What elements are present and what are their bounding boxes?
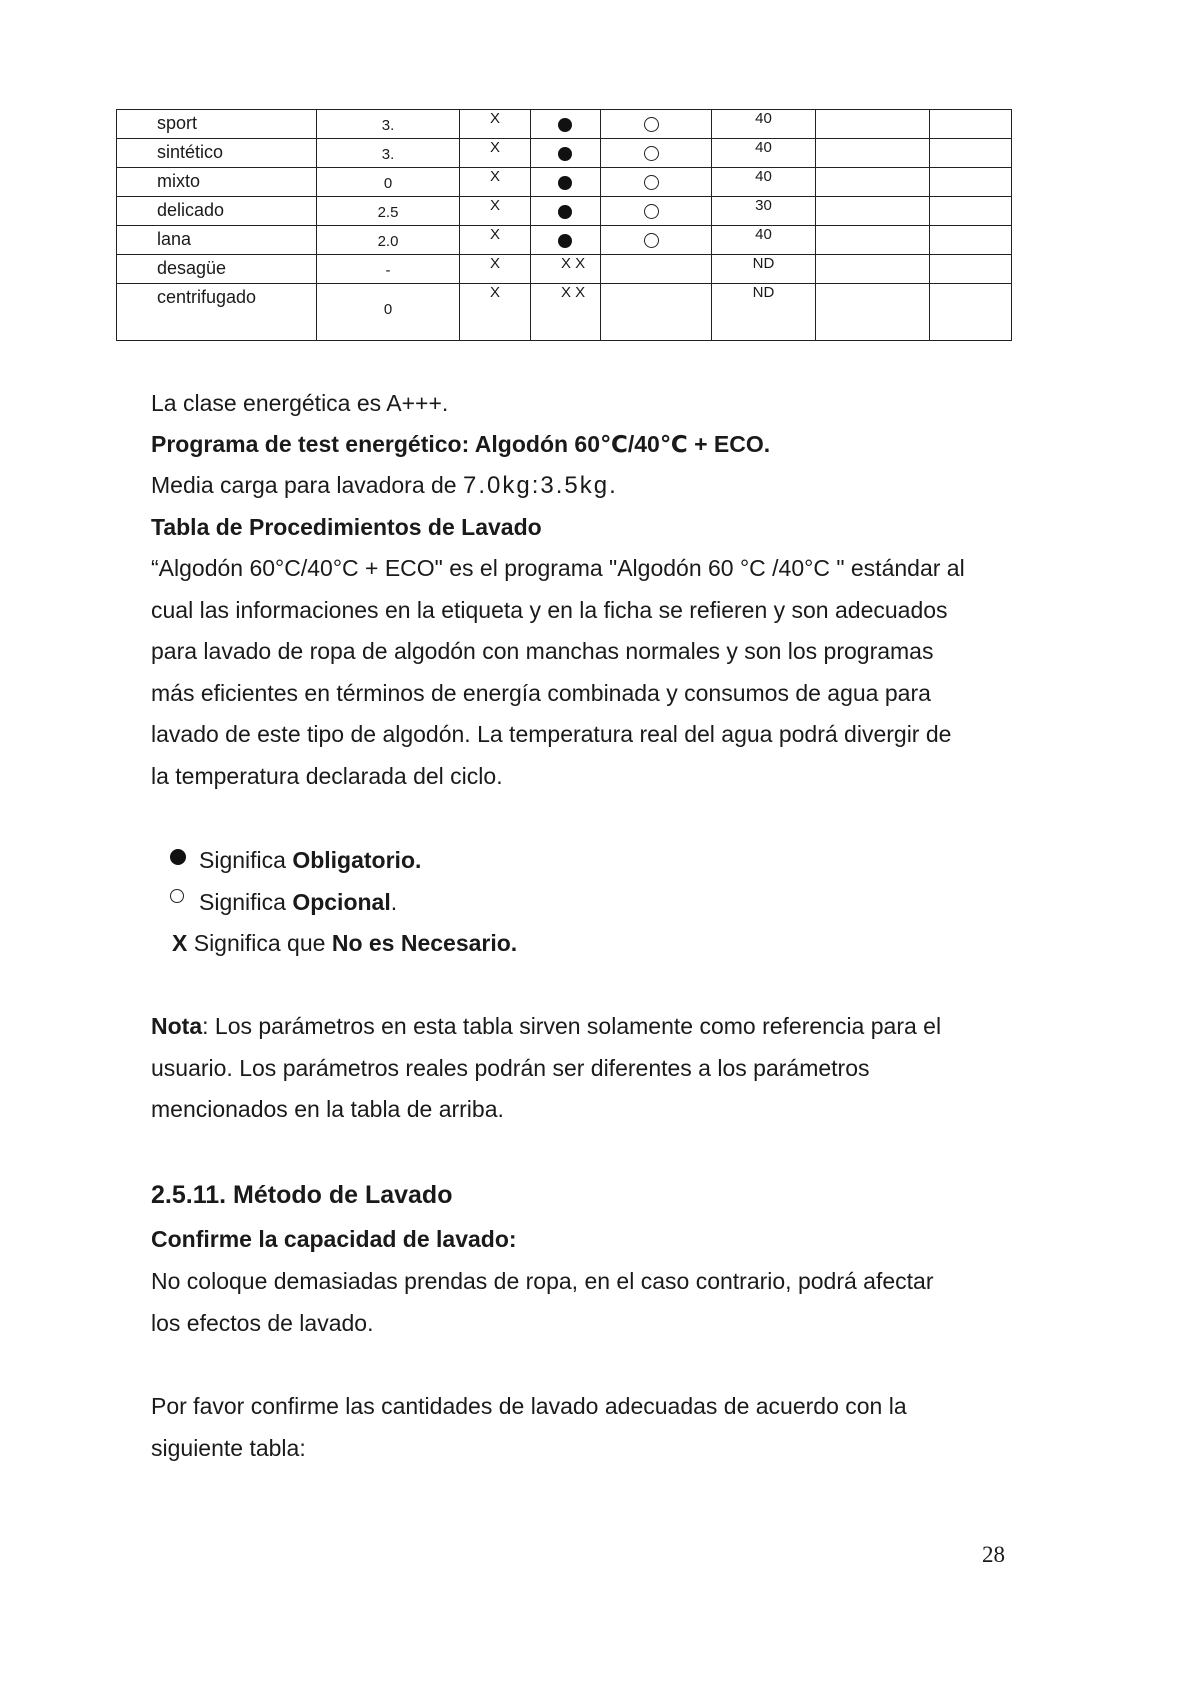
empty-circle-icon — [644, 117, 659, 132]
program-option-cell — [601, 255, 712, 284]
program-value-cell: 0 — [317, 284, 460, 341]
empty-circle-icon — [644, 233, 659, 248]
program-mark-cell — [531, 110, 601, 139]
filled-dot-icon — [558, 176, 572, 190]
empty-cell — [816, 255, 930, 284]
paragraph-line: cual las informaciones en la etiqueta y en la ficha se refieren y son adecuados — [151, 596, 948, 623]
program-name-cell: delicado — [117, 197, 317, 226]
empty-circle-icon — [644, 146, 659, 161]
program-x-cell: X — [460, 284, 531, 341]
legend-not-necessary: X Significa que No es Necesario. — [172, 930, 518, 956]
note-label: Nota — [151, 1013, 203, 1039]
program-mark-cell: X X — [531, 255, 601, 284]
program-option-cell — [601, 110, 712, 139]
program-x-cell: X — [460, 139, 531, 168]
program-mark-cell — [531, 197, 601, 226]
program-value-cell: 3. — [317, 110, 460, 139]
program-temp-cell: 40 — [712, 110, 816, 139]
empty-cell — [930, 168, 1012, 197]
program-temp-cell: 40 — [712, 226, 816, 255]
empty-cell — [816, 139, 930, 168]
program-mark-cell — [531, 139, 601, 168]
program-temp-cell: 40 — [712, 139, 816, 168]
note-line-1: Nota: Los parámetros en esta tabla sirven solamente como referencia para el — [151, 1013, 942, 1039]
filled-dot-icon — [558, 118, 572, 132]
program-mark-cell — [531, 226, 601, 255]
note-line-3: mencionados en la tabla de arriba. — [151, 1096, 504, 1122]
paragraph-line: más eficientes en términos de energía combinada y consumos de agua para — [151, 679, 931, 706]
program-value-cell: 3. — [317, 139, 460, 168]
energy-class-line: La clase energética es A+++. — [151, 390, 449, 416]
table-row — [117, 168, 1012, 197]
program-temp-cell: ND — [712, 255, 816, 284]
favor-line-1: Por favor confirme las cantidades de lavado adecuadas de acuerdo con la — [151, 1393, 907, 1419]
empty-circle-icon — [644, 175, 659, 190]
empty-cell — [930, 255, 1012, 284]
program-x-cell: X — [460, 197, 531, 226]
half-load-line: Media carga para lavadora de 7.0kg:3.5kg. — [151, 472, 618, 499]
empty-cell — [930, 139, 1012, 168]
program-name-cell: desagüe — [117, 255, 317, 284]
program-temp-cell: 40 — [712, 168, 816, 197]
table-row — [117, 139, 1012, 168]
program-x-cell: X — [460, 226, 531, 255]
empty-cell — [816, 284, 930, 341]
paragraph-line: para lavado de ropa de algodón con manchas normales y son los programas — [151, 638, 934, 665]
page-number: 28 — [982, 1542, 1005, 1567]
program-value-cell: 2.5 — [317, 197, 460, 226]
filled-dot-icon — [558, 205, 572, 219]
paragraph-line: “Algodón 60°C/40°C + ECO" es el programa "Algodón 60 °C /40°C " estándar al — [151, 555, 965, 581]
empty-circle-icon — [644, 204, 659, 219]
program-name-cell: mixto — [117, 168, 317, 197]
program-name-cell: centrifugado — [117, 284, 317, 341]
filled-dot-icon — [558, 147, 572, 161]
program-option-cell — [601, 168, 712, 197]
confirm-title: Confirme la capacidad de lavado: — [151, 1226, 517, 1252]
empty-cell — [930, 197, 1012, 226]
legend-mandatory: Significa Obligatorio. — [199, 847, 422, 873]
empty-cell — [930, 110, 1012, 139]
table-row — [117, 110, 1012, 139]
table-row — [117, 226, 1012, 255]
filled-dot-icon — [558, 234, 572, 248]
program-x-cell: X — [460, 255, 531, 284]
procedures-title: Tabla de Procedimientos de Lavado — [151, 514, 542, 540]
program-x-cell: X — [460, 168, 531, 197]
program-name-cell: lana — [117, 226, 317, 255]
program-value-cell: 0 — [317, 168, 460, 197]
note-line-2: usuario. Los parámetros reales podrán ser diferentes a los parámetros — [151, 1055, 870, 1081]
table-row — [117, 284, 1012, 341]
program-mark-cell — [531, 168, 601, 197]
paragraph-line: la temperatura declarada del ciclo. — [151, 763, 503, 789]
empty-cell — [816, 197, 930, 226]
program-mark-cell: X X — [531, 284, 601, 341]
program-option-cell — [601, 284, 712, 341]
program-option-cell — [601, 226, 712, 255]
program-value-cell: - — [317, 255, 460, 284]
empty-cell — [930, 226, 1012, 255]
program-option-cell — [601, 139, 712, 168]
empty-cell — [816, 110, 930, 139]
empty-circle-icon — [170, 889, 184, 903]
empty-cell — [930, 284, 1012, 341]
paragraph-line: lavado de este tipo de algodón. La temperatura real del agua podrá divergir de — [151, 721, 952, 748]
programs-table — [116, 109, 1012, 341]
half-load-value: 7.0kg:3.5kg. — [462, 472, 618, 499]
favor-line-2: siguiente tabla: — [151, 1435, 306, 1461]
filled-dot-icon — [170, 849, 186, 865]
program-name-cell: sport — [117, 110, 317, 139]
confirm-line-2: los efectos de lavado. — [151, 1310, 374, 1336]
legend-optional: Significa Opcional. — [199, 889, 398, 915]
empty-cell — [816, 226, 930, 255]
program-value-cell: 2.0 — [317, 226, 460, 255]
program-x-cell: X — [460, 110, 531, 139]
confirm-line-1: No coloque demasiadas prendas de ropa, en el caso contrario, podrá afectar — [151, 1268, 934, 1294]
table-row — [117, 197, 1012, 226]
test-program-line: Programa de test energético: Algodón 60℃/40℃ + ECO. — [151, 431, 771, 457]
program-option-cell — [601, 197, 712, 226]
program-name-cell: sintético — [117, 139, 317, 168]
empty-cell — [816, 168, 930, 197]
section-title: 2.5.11. Método de Lavado — [151, 1181, 453, 1209]
table-row — [117, 255, 1012, 284]
program-temp-cell: ND — [712, 284, 816, 341]
program-temp-cell: 30 — [712, 197, 816, 226]
